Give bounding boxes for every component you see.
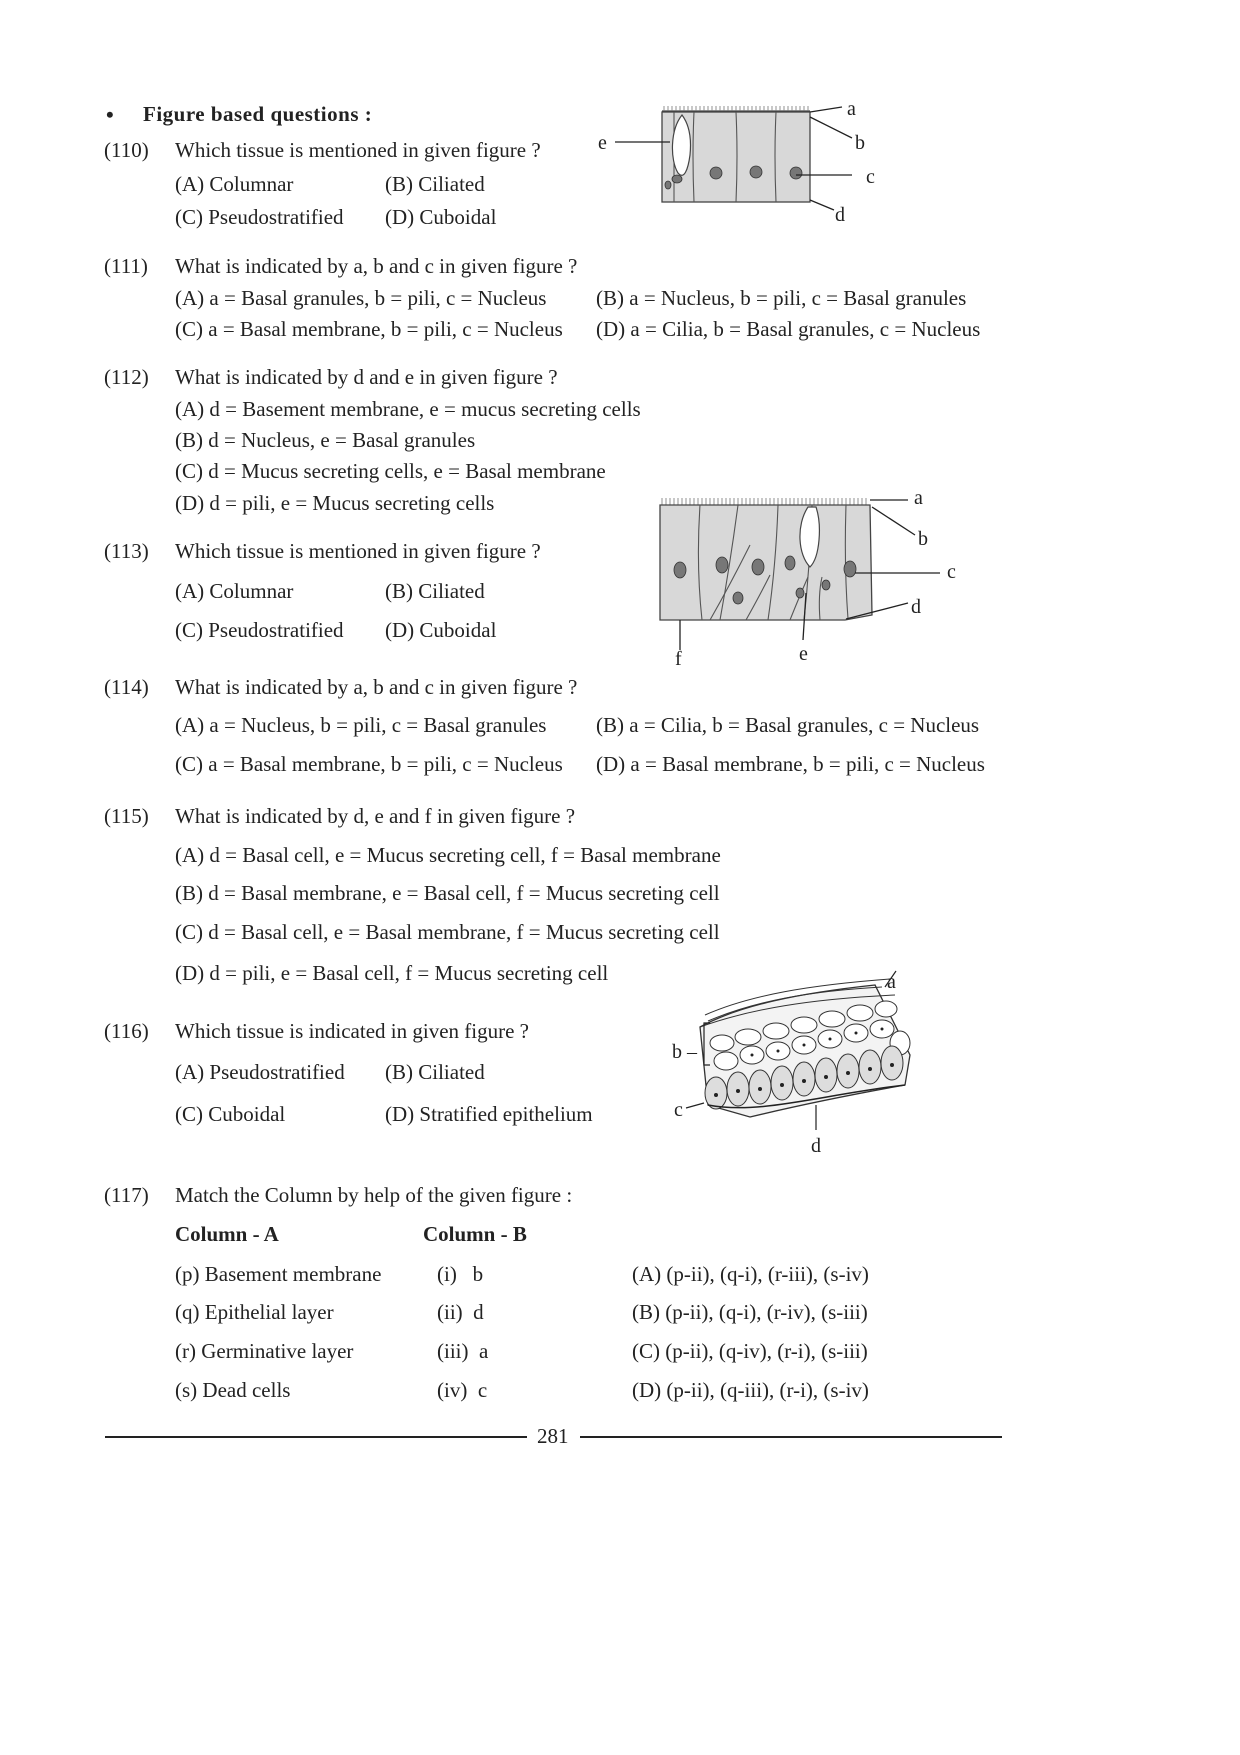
- option: (B) d = Basal membrane, e = Basal cell, f = Mucus secreting cell: [175, 881, 720, 905]
- figure-label: c: [674, 1099, 683, 1121]
- option: (B) Ciliated: [385, 172, 485, 196]
- option: (A) Columnar: [175, 172, 294, 196]
- option: (A) a = Nucleus, b = pili, c = Basal granules: [175, 713, 547, 737]
- option: (B) (p-ii), (q-i), (r-iv), (s-iii): [632, 1300, 868, 1324]
- option: (B) Ciliated: [385, 1060, 485, 1084]
- option: (C) a = Basal membrane, b = pili, c = Nucleus: [175, 317, 563, 341]
- option: (A) d = Basement membrane, e = mucus secreting cells: [175, 397, 641, 421]
- figure-label: e: [598, 132, 607, 154]
- question-text: Which tissue is indicated in given figure ?: [175, 1019, 529, 1043]
- column-a-item: (q) Epithelial layer: [175, 1300, 334, 1324]
- question-number: (111): [104, 254, 148, 278]
- option: (B) a = Nucleus, b = pili, c = Basal granules: [596, 286, 967, 310]
- question-text: Match the Column by help of the given figure :: [175, 1183, 573, 1207]
- figure-label: a: [887, 971, 896, 993]
- column-a-item: (s) Dead cells: [175, 1378, 291, 1402]
- question-text: What is indicated by a, b and c in given figure ?: [175, 254, 578, 278]
- option: (D) a = Basal membrane, b = pili, c = Nucleus: [596, 752, 985, 776]
- option: (B) a = Cilia, b = Basal granules, c = Nucleus: [596, 713, 980, 737]
- question-text: Which tissue is mentioned in given figure ?: [175, 138, 541, 162]
- figure-label: a: [847, 98, 856, 120]
- question-text: Which tissue is mentioned in given figure ?: [175, 539, 541, 563]
- section-bullet: •: [106, 102, 114, 127]
- column-b-item: (iv) c: [437, 1378, 488, 1402]
- question-text: What is indicated by d and e in given figure ?: [175, 365, 558, 389]
- question-number: (114): [104, 675, 149, 699]
- question-number: (117): [104, 1183, 149, 1207]
- option: (C) d = Mucus secreting cells, e = Basal membrane: [175, 459, 606, 483]
- option: (C) Pseudostratified: [175, 618, 344, 642]
- footer-rule-left: [105, 1436, 527, 1438]
- option: (D) d = pili, e = Mucus secreting cells: [175, 491, 495, 515]
- option: (C) (p-ii), (q-iv), (r-i), (s-iii): [632, 1339, 868, 1363]
- option: (D) d = pili, e = Basal cell, f = Mucus secreting cell: [175, 961, 609, 985]
- question-number: (115): [104, 804, 149, 828]
- option: (A) (p-ii), (q-i), (r-iii), (s-iv): [632, 1262, 869, 1286]
- figure-label: e: [799, 643, 808, 665]
- option: (A) a = Basal granules, b = pili, c = Nucleus: [175, 286, 547, 310]
- option: (B) Ciliated: [385, 579, 485, 603]
- figure-label: c: [947, 561, 956, 583]
- option: (D) Stratified epithelium: [385, 1102, 593, 1126]
- column-a-item: (p) Basement membrane: [175, 1262, 382, 1286]
- question-number: (110): [104, 138, 149, 162]
- column-b-header: Column - B: [423, 1222, 527, 1246]
- figure-label: b: [918, 528, 928, 550]
- figure-label: b –: [672, 1041, 697, 1063]
- column-b-item: (iii) a: [437, 1339, 489, 1363]
- figure-label: f: [675, 648, 682, 670]
- figure-label: d: [811, 1135, 821, 1157]
- option: (A) Columnar: [175, 579, 294, 603]
- option: (D) Cuboidal: [385, 618, 497, 642]
- column-b-item: (ii) d: [437, 1300, 484, 1324]
- column-a-item: (r) Germinative layer: [175, 1339, 354, 1363]
- column-a-header: Column - A: [175, 1222, 279, 1246]
- figure-label: d: [911, 596, 921, 618]
- question-number: (112): [104, 365, 149, 389]
- figure-label: a: [914, 487, 923, 509]
- figure-label: d: [835, 204, 845, 226]
- option: (C) d = Basal cell, e = Basal membrane, f = Mucus secreting cell: [175, 920, 720, 944]
- question-text: What is indicated by d, e and f in given figure ?: [175, 804, 576, 828]
- option: (C) Pseudostratified: [175, 205, 344, 229]
- page-number: 281: [537, 1424, 569, 1448]
- option: (C) a = Basal membrane, b = pili, c = Nucleus: [175, 752, 563, 776]
- question-text: What is indicated by a, b and c in given figure ?: [175, 675, 578, 699]
- question-number: (116): [104, 1019, 149, 1043]
- option: (A) Pseudostratified: [175, 1060, 345, 1084]
- figure-label: b: [855, 132, 865, 154]
- option: (D) (p-ii), (q-iii), (r-i), (s-iv): [632, 1378, 869, 1402]
- footer-rule-right: [580, 1436, 1002, 1438]
- option: (D) Cuboidal: [385, 205, 497, 229]
- section-title: Figure based questions :: [143, 102, 373, 126]
- column-b-item: (i) b: [437, 1262, 484, 1286]
- figure-label: c: [866, 166, 875, 188]
- option: (A) d = Basal cell, e = Mucus secreting cell, f = Basal membrane: [175, 843, 721, 867]
- stratified-epithelium-figure: [660, 965, 920, 1160]
- option: (B) d = Nucleus, e = Basal granules: [175, 428, 476, 452]
- option: (D) a = Cilia, b = Basal granules, c = Nucleus: [596, 317, 981, 341]
- columnar-epithelium-figure: [590, 95, 890, 230]
- option: (C) Cuboidal: [175, 1102, 286, 1126]
- question-number: (113): [104, 539, 149, 563]
- pseudostratified-epithelium-figure: [650, 485, 970, 670]
